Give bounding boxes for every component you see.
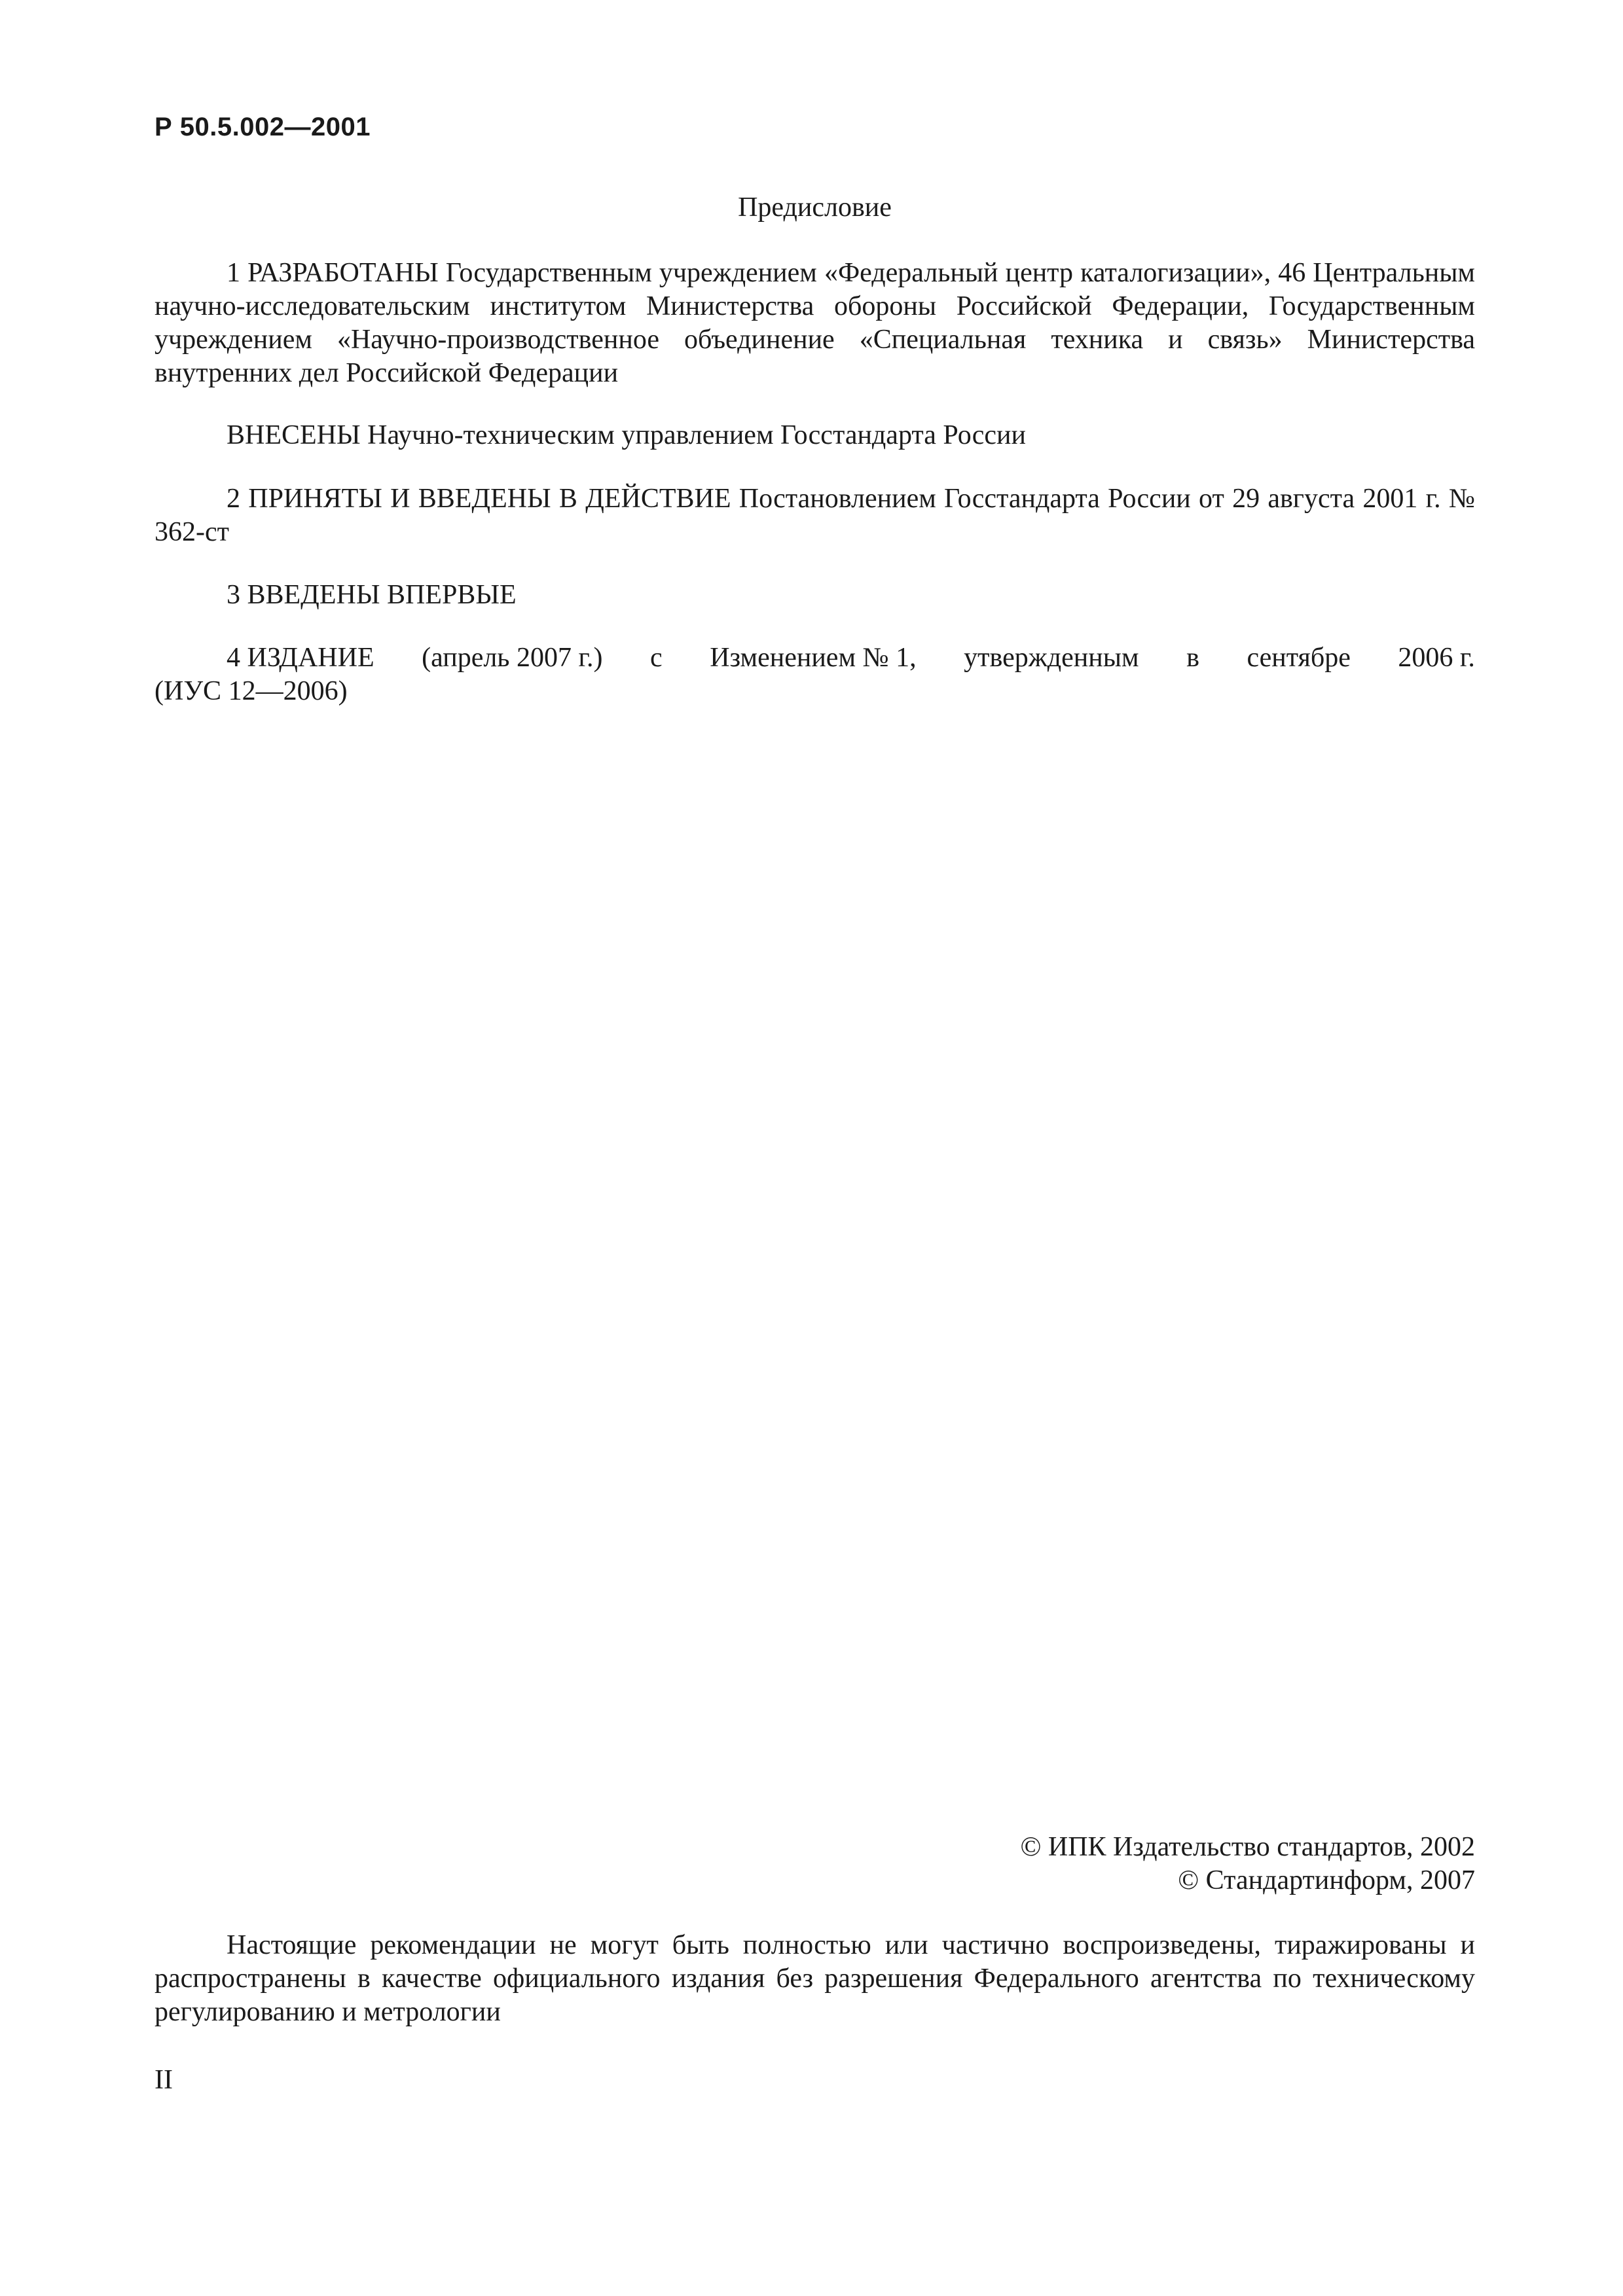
foreword-item-4-part: в	[1186, 643, 1199, 673]
copyright-block	[1020, 1831, 1475, 1897]
foreword-introduced: ВНЕСЕНЫ Научно-техническим управлением Госстандарта России	[227, 420, 1026, 450]
foreword-item-4-part: Изменением № 1,	[710, 643, 917, 673]
foreword-item-4-part: с	[649, 643, 663, 673]
foreword-item-4-part: (апрель 2007 г.)	[422, 643, 603, 673]
copyright-line-1: © ИПК Издательство стандартов, 2002	[1020, 1832, 1475, 1862]
foreword-item-4-part: утвержденным	[964, 643, 1139, 673]
foreword-item-4-part: 2006 г.	[1398, 643, 1475, 673]
reproduction-notice: Настоящие рекомендации не могут быть полностью или частично воспроизведены, тиражированы и распространены в качестве официального издания без разрешения Федерального агентства по техническому регулированию и метрологии	[155, 1930, 1475, 2027]
foreword-item-4-line-1	[155, 641, 1475, 675]
foreword-item-4-part: 4 ИЗДАНИЕ	[227, 643, 374, 673]
copyright-line-2: © Стандартинформ, 2007	[1178, 1865, 1475, 1895]
foreword-item-4	[155, 641, 1475, 708]
foreword-item-3: 3 ВВЕДЕНЫ ВПЕРВЫЕ	[227, 580, 517, 610]
foreword-item-4-line-2: (ИУС 12—2006)	[155, 676, 348, 706]
foreword-item-2: 2 ПРИНЯТЫ И ВВЕДЕНЫ В ДЕЙСТВИЕ Постановлением Госстандарта России от 29 августа 2001 г. № 362-ст	[155, 484, 1475, 547]
foreword-item-4-part: сентябре	[1247, 643, 1351, 673]
page-number: II	[155, 2065, 173, 2095]
foreword-title: Предисловие	[738, 192, 892, 223]
document-code: Р 50.5.002—2001	[155, 113, 371, 141]
foreword-item-1: 1 РАЗРАБОТАНЫ Государственным учреждением «Федеральный центр каталогизации», 46 Центральным научно-исследовательским институтом Министерства обороны Российской Федерации, Государственным учреждением «Научно-производственное объединение «Специальная техника и связь» Министерства внутренних дел Российской Федерации	[155, 258, 1475, 388]
